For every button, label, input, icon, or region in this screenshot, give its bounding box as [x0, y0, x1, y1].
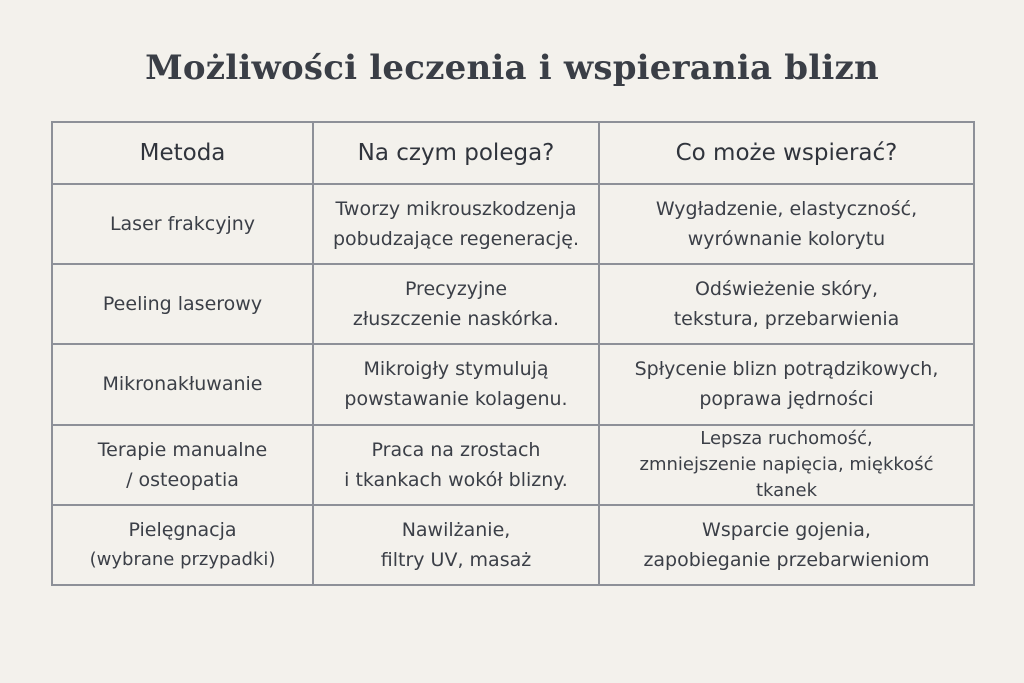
cell-text: Spłycenie blizn potrądzikowych, [634, 358, 939, 381]
cell-text: zapobieganie przebarwieniom [643, 548, 930, 571]
cell-method [52, 184, 313, 264]
cell-support [599, 344, 974, 424]
cell-support [599, 425, 974, 505]
cell-text: Nawilżanie, [401, 518, 511, 541]
cell-text: Lepsza ruchomość, [700, 427, 873, 449]
cell-text: Tworzy mikrouszkodzenja [335, 198, 577, 221]
cell-method [52, 505, 313, 585]
cell-support [599, 505, 974, 585]
cell-text: filtry UV, masaż [380, 548, 532, 571]
cell-text: Precyzyjne [404, 278, 508, 301]
cell-text: Mikronakłuwanie [102, 373, 263, 396]
page-title: Możliwości leczenia i wspierania blizn [145, 48, 879, 88]
cell-how [313, 425, 599, 505]
cell-text: Peeling laserowy [102, 293, 263, 316]
cell-text: Terapie manualne [97, 438, 268, 461]
cell-how [313, 264, 599, 344]
cell-method [52, 264, 313, 344]
cell-method [52, 344, 313, 424]
cell-text: Odświeżenie skóry, [694, 278, 879, 301]
cell-text: wyrównanie kolorytu [687, 228, 886, 251]
table-row [52, 184, 974, 264]
cell-support [599, 264, 974, 344]
header-method: Metoda [52, 122, 313, 184]
table-row [52, 505, 974, 585]
cell-text: i tkankach wokół blizny. [344, 468, 568, 491]
table-row [52, 264, 974, 344]
cell-text: tkanek [755, 479, 818, 501]
cell-text: Wsparcie gojenia, [702, 518, 871, 541]
header-how: Na czym polega? [313, 122, 599, 184]
cell-text: Wygładzenie, elastyczność, [655, 198, 918, 221]
treatment-table-container [51, 121, 973, 586]
table-row [52, 344, 974, 424]
cell-text: złuszczenie naskórka. [352, 308, 560, 331]
cell-text: (wybrane przypadki) [89, 548, 276, 570]
treatment-table [51, 121, 975, 586]
table-row [52, 425, 974, 505]
cell-text: / osteopatia [126, 468, 239, 491]
cell-text: powstawanie kolagenu. [344, 388, 568, 411]
cell-text: Praca na zrostach [371, 438, 541, 461]
table-header-row [52, 122, 974, 184]
cell-text: pobudzające regenerację. [332, 228, 580, 251]
cell-text: Pielęgnacja [128, 518, 237, 541]
cell-how [313, 505, 599, 585]
cell-how [313, 344, 599, 424]
cell-text: Laser frakcyjny [109, 213, 256, 236]
header-support: Co może wspierać? [599, 122, 974, 184]
cell-text: poprawa jędrności [699, 388, 874, 411]
cell-support [599, 184, 974, 264]
cell-method [52, 425, 313, 505]
cell-text: zmniejszenie napięcia, miękkość [639, 453, 934, 475]
cell-text: tekstura, przebarwienia [673, 308, 900, 331]
cell-how [313, 184, 599, 264]
cell-text: Mikroigły stymulują [363, 358, 549, 381]
